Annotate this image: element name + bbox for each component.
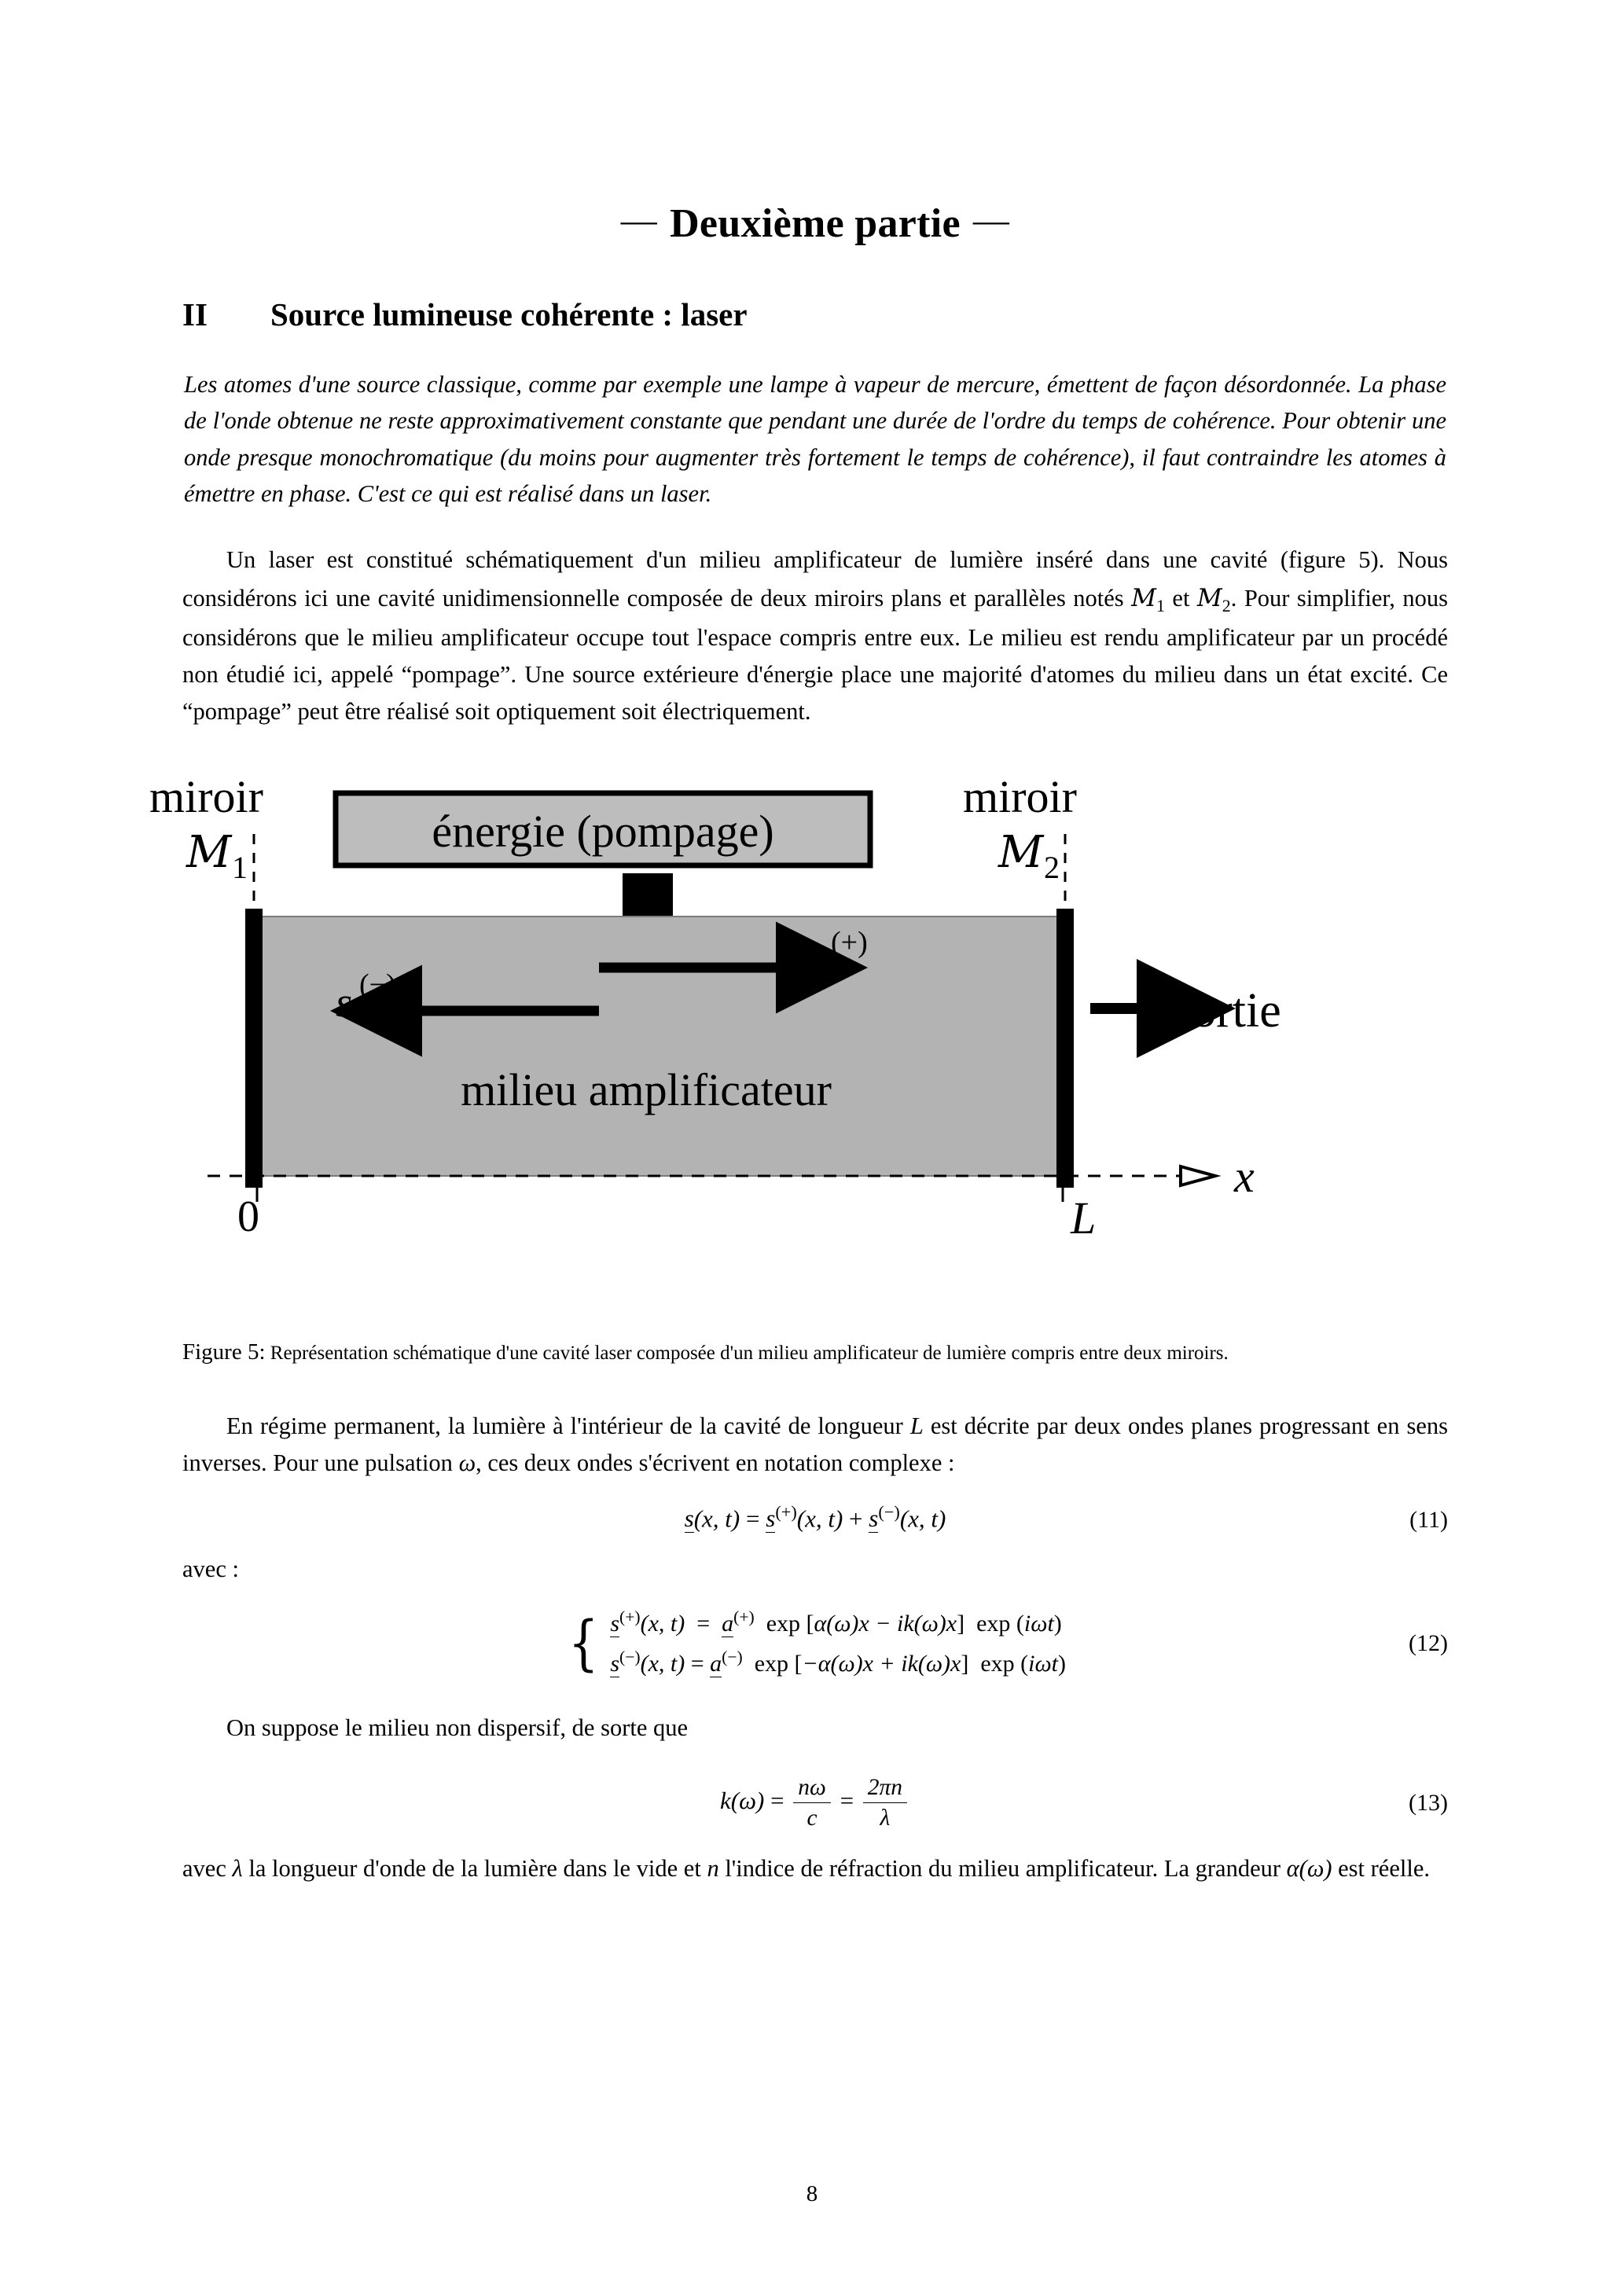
fraction-n-omega-over-c: $\frac{n\omega}{c}$ bbox=[793, 1773, 831, 1833]
paragraph-steady-state bbox=[182, 1408, 1448, 1482]
part-title-dash-left: — bbox=[620, 200, 658, 240]
paragraph-non-dispersive: On suppose le milieu non dispersif, de sorte que bbox=[226, 1714, 689, 1742]
symbol-n: n bbox=[707, 1855, 719, 1883]
equation-12-line-2: s(−)(x, t) = a(−) exp [−α(ω)x + ik(ω)x] exp (iωt) bbox=[610, 1647, 1067, 1677]
symbol-alpha-omega: α(ω) bbox=[1286, 1855, 1332, 1883]
section-title: Source lumineuse cohérente : laser bbox=[270, 296, 748, 332]
mirror-symbol-m2-sub: 2 bbox=[1222, 595, 1231, 615]
wave-plus-superscript: (+) bbox=[831, 925, 868, 959]
paragraph-4-part-1: avec bbox=[182, 1855, 233, 1883]
wave-plus-label: s bbox=[807, 935, 825, 983]
equation-11 bbox=[182, 1502, 1448, 1538]
system-brace: { bbox=[568, 1607, 599, 1678]
page-content bbox=[149, 0, 1448, 1887]
mirror-m1-bar bbox=[245, 909, 263, 1188]
mirror-left-symbol: M bbox=[186, 826, 232, 878]
intro-paragraph: Les atomes d'une source classique, comme par exemple une lampe à vapeur de mercure, émettent de façon désordonnée. La phase de l'onde obtenue ne reste approximativement constante que pendant une durée de l'ordre du temps de cohérence. Pour obtenir une onde presque monochromatique (du moins pour augmenter très fortement le temps de cohérence), il faut contraindre les atomes à émettre en phase. C'est ce qui est réalisé dans un laser. bbox=[184, 371, 1446, 508]
paragraph-4-part-4: est réelle. bbox=[1332, 1855, 1430, 1883]
part-title bbox=[182, 200, 1448, 247]
part-title-dash-right: — bbox=[972, 200, 1010, 240]
paragraph-1-part-1: Un laser est constitué schématiquement d'un milieu amplificateur de lumière inséré dans une cavité (figure 5). Nous considérons ici une cavité unidimensionnelle composée de deux miroirs plans et parallèles notés bbox=[182, 546, 1448, 612]
paragraph-2-part-2: est décrite par deux ondes planes progressant en sens inverses. Pour une pulsation bbox=[182, 1412, 1448, 1477]
mirror-m2-bar bbox=[1056, 909, 1074, 1188]
x-axis-label: x bbox=[1234, 1150, 1255, 1202]
mirror-left-subscript: 1 bbox=[232, 849, 248, 885]
mirror-left-word: miroir bbox=[149, 770, 263, 822]
equation-12-line-1: s(+)(x, t) = a(+) exp [α(ω)x − ik(ω)x] exp (iωt) bbox=[610, 1607, 1062, 1637]
mirror-right-symbol: M bbox=[998, 826, 1044, 878]
symbol-omega: ω bbox=[458, 1449, 476, 1477]
page-number: 8 bbox=[806, 2181, 818, 2206]
fraction-2pin-over-lambda: $\frac{2\pi n}{\lambda}$ bbox=[863, 1773, 907, 1833]
mirror-symbol-m1-sub: 1 bbox=[1156, 595, 1165, 615]
mirror-symbol-m2: M bbox=[1196, 583, 1222, 612]
figure-caption bbox=[182, 1335, 1448, 1368]
length-label: L bbox=[1071, 1192, 1097, 1244]
mirror-right-word: miroir bbox=[963, 770, 1077, 822]
paragraph-1-part-2: . Pour simplifier, nous considérons que le milieu amplificateur occupe tout l'espace compris entre eux. Le milieu est rendu amplificateur par un procédé non étudié ici, appelé “pompage”. Une source extérieure d'énergie place une majorité d'atomes du milieu dans un état excité. Ce “pompage” peut être réalisé soit optiquement soit électriquement. bbox=[182, 584, 1448, 725]
x-axis-arrowhead bbox=[1181, 1166, 1215, 1185]
equation-12 bbox=[182, 1604, 1448, 1683]
amplifying-medium-rect bbox=[255, 917, 1064, 1176]
equation-11-body: s(x, t) = s(+)(x, t) + s(−)(x, t) bbox=[684, 1502, 946, 1533]
symbol-L: L bbox=[909, 1412, 924, 1439]
paragraph-2-part-1: En régime permanent, la lumière à l'intérieur de la cavité de longueur bbox=[226, 1412, 910, 1439]
figure-caption-text: Représentation schématique d'une cavité laser composée d'un milieu amplificateur de lumière compris entre deux miroirs. bbox=[270, 1342, 1229, 1364]
figure-5-svg bbox=[135, 771, 1472, 1321]
equation-12-number: (12) bbox=[1409, 1629, 1448, 1656]
equation-12-body bbox=[182, 1604, 1448, 1683]
section-heading bbox=[182, 296, 1448, 333]
origin-label: 0 bbox=[237, 1192, 259, 1241]
wave-minus-superscript: (−) bbox=[359, 968, 396, 1001]
figure-caption-label: Figure 5: bbox=[182, 1339, 266, 1365]
equation-13-body: k(ω) = $\frac{n\omega}{c}$ = $\frac{2\pi n}{\lambda}$ bbox=[182, 1773, 1448, 1833]
symbol-lambda: λ bbox=[232, 1855, 243, 1883]
energy-box-label: énergie (pompage) bbox=[432, 805, 774, 857]
medium-label: milieu amplificateur bbox=[461, 1064, 832, 1115]
paragraph-lambda-definition bbox=[182, 1850, 1448, 1887]
part-title-text: Deuxième partie bbox=[670, 201, 961, 246]
paragraph-1-and: et bbox=[1164, 584, 1197, 612]
output-label: sortie bbox=[1173, 983, 1281, 1038]
figure-5-laser-cavity bbox=[135, 771, 1472, 1321]
wave-minus-label: s bbox=[336, 978, 353, 1026]
paragraph-laser-description bbox=[182, 542, 1448, 729]
avec-label: avec : bbox=[182, 1556, 239, 1583]
mirror-right-subscript: 2 bbox=[1044, 849, 1060, 885]
equation-11-number: (11) bbox=[1409, 1507, 1448, 1534]
equation-13-number: (13) bbox=[1409, 1790, 1448, 1817]
paragraph-2-part-3: , ces deux ondes s'écrivent en notation complexe : bbox=[476, 1449, 955, 1477]
paragraph-4-part-3: l'indice de réfraction du milieu amplificateur. La grandeur bbox=[718, 1855, 1287, 1883]
section-number: II bbox=[182, 296, 208, 332]
mirror-symbol-m1: M bbox=[1131, 583, 1156, 612]
equation-13 bbox=[182, 1773, 1448, 1833]
paragraph-4-part-2: la longueur d'onde de la lumière dans le vide et bbox=[242, 1855, 707, 1883]
